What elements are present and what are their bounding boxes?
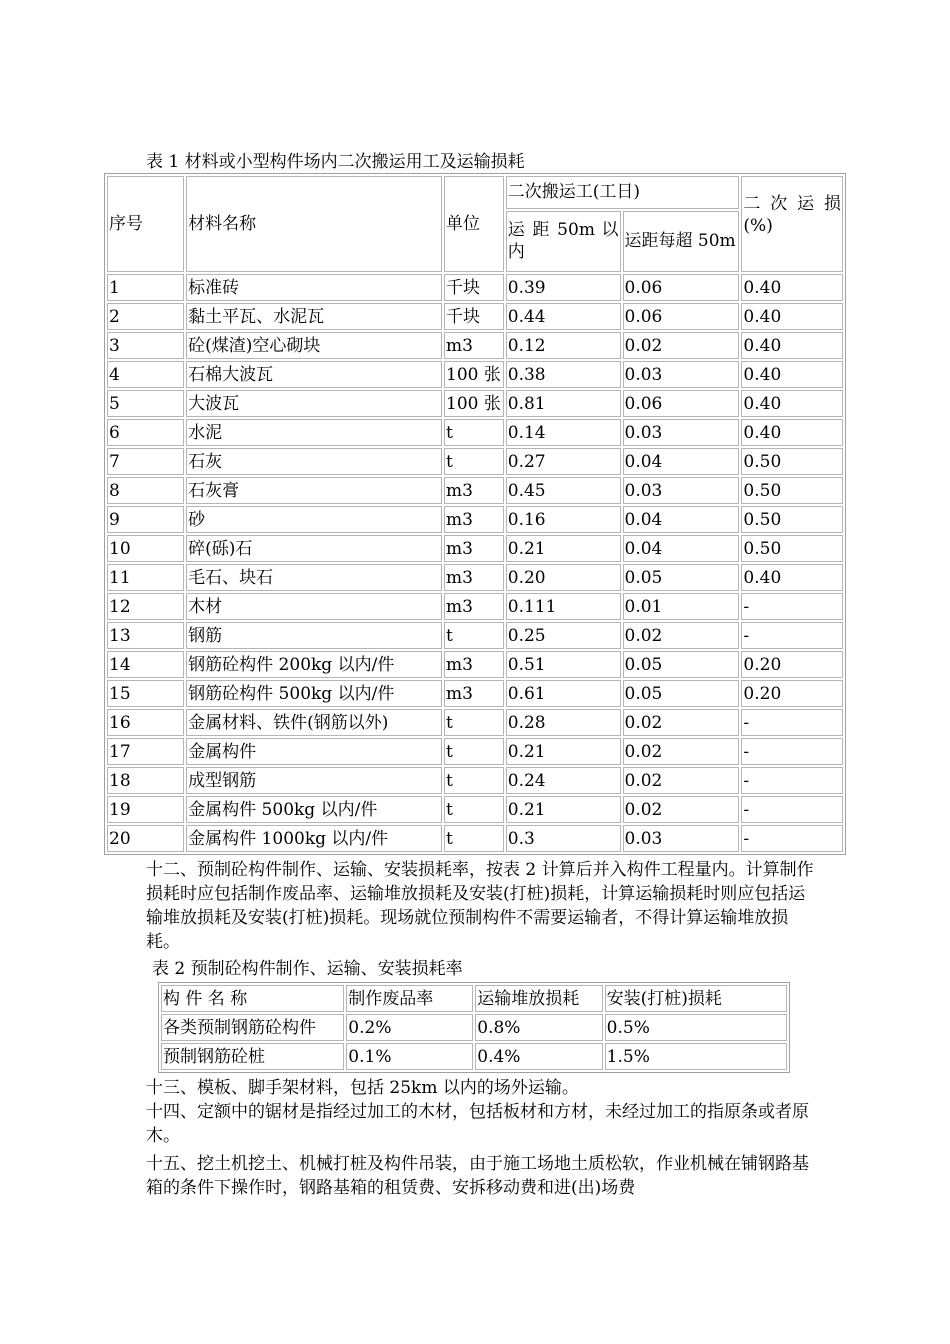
cell-within-50m: 0.24 xyxy=(506,767,621,794)
cell-component-name: 预制钢筋砼桩 xyxy=(161,1043,344,1070)
cell-seq: 16 xyxy=(107,709,184,736)
cell-material-name: 碎(砾)石 xyxy=(186,535,442,562)
table-row xyxy=(107,709,843,736)
cell-per-extra-50m: 0.02 xyxy=(623,767,740,794)
cell-unit: 100 张 xyxy=(444,361,504,388)
cell-secondary-loss: - xyxy=(741,709,843,736)
cell-secondary-loss: - xyxy=(741,622,843,649)
cell-within-50m: 0.12 xyxy=(506,332,621,359)
header-per-extra-50m: 运距每超 50m xyxy=(623,211,740,272)
cell-seq: 20 xyxy=(107,825,184,852)
cell-material-name: 木材 xyxy=(186,593,442,620)
cell-within-50m: 0.16 xyxy=(506,506,621,533)
cell-seq: 2 xyxy=(107,303,184,330)
cell-seq: 11 xyxy=(107,564,184,591)
table-row xyxy=(107,767,843,794)
cell-per-extra-50m: 0.04 xyxy=(623,448,740,475)
cell-unit: m3 xyxy=(444,593,504,620)
cell-seq: 13 xyxy=(107,622,184,649)
cell-within-50m: 0.27 xyxy=(506,448,621,475)
cell-seq: 10 xyxy=(107,535,184,562)
cell-material-name: 毛石、块石 xyxy=(186,564,442,591)
cell-install-loss: 0.5% xyxy=(605,1014,787,1041)
cell-unit: m3 xyxy=(444,680,504,707)
cell-secondary-loss: 0.40 xyxy=(741,303,843,330)
cell-seq: 7 xyxy=(107,448,184,475)
cell-per-extra-50m: 0.04 xyxy=(623,535,740,562)
header-component-name: 构 件 名 称 xyxy=(161,985,344,1012)
cell-seq: 8 xyxy=(107,477,184,504)
cell-seq: 3 xyxy=(107,332,184,359)
table-row xyxy=(107,419,843,446)
cell-secondary-loss: - xyxy=(741,593,843,620)
cell-per-extra-50m: 0.05 xyxy=(623,564,740,591)
cell-unit: m3 xyxy=(444,477,504,504)
cell-per-extra-50m: 0.06 xyxy=(623,274,740,301)
table-row xyxy=(107,796,843,823)
table-row xyxy=(161,1014,787,1041)
header-within-50m xyxy=(506,211,621,272)
cell-unit: 千块 xyxy=(444,303,504,330)
cell-within-50m: 0.61 xyxy=(506,680,621,707)
table-row xyxy=(107,361,843,388)
cell-within-50m: 0.14 xyxy=(506,419,621,446)
header-labor-group: 二次搬运工(工日) xyxy=(506,176,740,209)
header-scrap-rate: 制作废品率 xyxy=(346,985,473,1012)
cell-per-extra-50m: 0.06 xyxy=(623,303,740,330)
header-install-loss: 安装(打桩)损耗 xyxy=(605,985,787,1012)
table1-material-handling xyxy=(104,173,846,855)
table-row xyxy=(107,332,843,359)
cell-seq: 12 xyxy=(107,593,184,620)
cell-material-name: 标准砖 xyxy=(186,274,442,301)
cell-component-name: 各类预制钢筋砼构件 xyxy=(161,1014,344,1041)
cell-within-50m: 0.21 xyxy=(506,738,621,765)
cell-seq: 1 xyxy=(107,274,184,301)
cell-per-extra-50m: 0.02 xyxy=(623,796,740,823)
cell-per-extra-50m: 0.03 xyxy=(623,419,740,446)
cell-material-name: 石棉大波瓦 xyxy=(186,361,442,388)
header-transport-loss: 运输堆放损耗 xyxy=(475,985,602,1012)
cell-material-name: 水泥 xyxy=(186,419,442,446)
paragraph-14: 十四、定额中的锯材是指经过加工的木材，包括板材和方材，未经过加工的指原条或者原木。 xyxy=(146,1102,809,1146)
table1-header-row-1 xyxy=(107,176,843,209)
cell-unit: t xyxy=(444,419,504,446)
table-row xyxy=(107,564,843,591)
cell-transport-loss: 0.8% xyxy=(475,1014,602,1041)
cell-material-name: 金属构件 xyxy=(186,738,442,765)
cell-within-50m: 0.81 xyxy=(506,390,621,417)
cell-material-name: 石灰膏 xyxy=(186,477,442,504)
cell-secondary-loss: 0.40 xyxy=(741,361,843,388)
cell-within-50m: 0.111 xyxy=(506,593,621,620)
cell-per-extra-50m: 0.04 xyxy=(623,506,740,533)
header-unit: 单位 xyxy=(444,176,504,272)
cell-secondary-loss: 0.20 xyxy=(741,680,843,707)
table-row xyxy=(107,448,843,475)
cell-secondary-loss: 0.20 xyxy=(741,651,843,678)
cell-material-name: 砂 xyxy=(186,506,442,533)
cell-unit: t xyxy=(444,796,504,823)
cell-unit: m3 xyxy=(444,332,504,359)
header-secondary-loss xyxy=(741,176,843,272)
header-secondary-loss-line1: 二 次 运 损 xyxy=(743,194,841,214)
table2-precast-loss-rates xyxy=(158,982,790,1073)
cell-per-extra-50m: 0.02 xyxy=(623,709,740,736)
cell-within-50m: 0.38 xyxy=(506,361,621,388)
cell-per-extra-50m: 0.06 xyxy=(623,390,740,417)
cell-within-50m: 0.21 xyxy=(506,796,621,823)
header-secondary-loss-line2: (%) xyxy=(743,216,773,236)
cell-secondary-loss: - xyxy=(741,825,843,852)
table-row xyxy=(107,825,843,852)
cell-seq: 18 xyxy=(107,767,184,794)
header-material-name: 材料名称 xyxy=(186,176,442,272)
cell-seq: 4 xyxy=(107,361,184,388)
cell-secondary-loss: 0.40 xyxy=(741,332,843,359)
cell-seq: 14 xyxy=(107,651,184,678)
cell-material-name: 砼(煤渣)空心砌块 xyxy=(186,332,442,359)
table2-caption: 表 2 预制砼构件制作、运输、安装损耗率 xyxy=(152,959,463,979)
cell-per-extra-50m: 0.02 xyxy=(623,332,740,359)
cell-within-50m: 0.51 xyxy=(506,651,621,678)
cell-material-name: 钢筋砼构件 200kg 以内/件 xyxy=(186,651,442,678)
cell-within-50m: 0.28 xyxy=(506,709,621,736)
cell-unit: t xyxy=(444,448,504,475)
cell-per-extra-50m: 0.05 xyxy=(623,680,740,707)
cell-material-name: 大波瓦 xyxy=(186,390,442,417)
table2-header-row xyxy=(161,985,787,1012)
table-row xyxy=(107,593,843,620)
cell-per-extra-50m: 0.03 xyxy=(623,361,740,388)
table1-caption: 表 1 材料或小型构件场内二次搬运用工及运输损耗 xyxy=(146,152,525,172)
cell-within-50m: 0.20 xyxy=(506,564,621,591)
cell-transport-loss: 0.4% xyxy=(475,1043,602,1070)
cell-within-50m: 0.45 xyxy=(506,477,621,504)
cell-material-name: 钢筋砼构件 500kg 以内/件 xyxy=(186,680,442,707)
cell-secondary-loss: 0.50 xyxy=(741,448,843,475)
cell-seq: 19 xyxy=(107,796,184,823)
cell-seq: 17 xyxy=(107,738,184,765)
cell-within-50m: 0.25 xyxy=(506,622,621,649)
cell-within-50m: 0.44 xyxy=(506,303,621,330)
cell-material-name: 钢筋 xyxy=(186,622,442,649)
cell-per-extra-50m: 0.02 xyxy=(623,738,740,765)
cell-within-50m: 0.39 xyxy=(506,274,621,301)
table-row xyxy=(107,274,843,301)
cell-scrap-rate: 0.1% xyxy=(346,1043,473,1070)
cell-secondary-loss: 0.40 xyxy=(741,390,843,417)
cell-secondary-loss: 0.50 xyxy=(741,477,843,504)
cell-unit: t xyxy=(444,767,504,794)
cell-unit: t xyxy=(444,709,504,736)
cell-scrap-rate: 0.2% xyxy=(346,1014,473,1041)
cell-unit: 千块 xyxy=(444,274,504,301)
cell-material-name: 金属构件 1000kg 以内/件 xyxy=(186,825,442,852)
table-row xyxy=(107,303,843,330)
header-seq: 序号 xyxy=(107,176,184,272)
paragraph-13: 十三、模板、脚手架材料，包括 25km 以内的场外运输。 xyxy=(146,1078,579,1098)
cell-unit: t xyxy=(444,825,504,852)
cell-material-name: 石灰 xyxy=(186,448,442,475)
cell-material-name: 金属构件 500kg 以内/件 xyxy=(186,796,442,823)
cell-seq: 5 xyxy=(107,390,184,417)
table-row xyxy=(107,622,843,649)
table-row xyxy=(107,535,843,562)
cell-per-extra-50m: 0.05 xyxy=(623,651,740,678)
table-row xyxy=(107,390,843,417)
cell-unit: t xyxy=(444,738,504,765)
table-row xyxy=(107,738,843,765)
cell-per-extra-50m: 0.01 xyxy=(623,593,740,620)
cell-unit: t xyxy=(444,622,504,649)
cell-unit: 100 张 xyxy=(444,390,504,417)
cell-material-name: 成型钢筋 xyxy=(186,767,442,794)
cell-secondary-loss: 0.40 xyxy=(741,274,843,301)
cell-unit: m3 xyxy=(444,651,504,678)
cell-secondary-loss: - xyxy=(741,796,843,823)
table-row xyxy=(107,506,843,533)
paragraph-15: 十五、挖土机挖土、机械打桩及构件吊装，由于施工场地土质松软，作业机械在铺钢路基箱的条件下操作时，钢路基箱的租赁费、安拆移动费和进(出)场费 xyxy=(146,1154,809,1198)
table-row xyxy=(107,680,843,707)
cell-secondary-loss: - xyxy=(741,738,843,765)
table-row xyxy=(107,651,843,678)
cell-secondary-loss: - xyxy=(741,767,843,794)
cell-unit: m3 xyxy=(444,506,504,533)
cell-seq: 15 xyxy=(107,680,184,707)
cell-unit: m3 xyxy=(444,564,504,591)
cell-per-extra-50m: 0.03 xyxy=(623,825,740,852)
table-row xyxy=(107,477,843,504)
cell-material-name: 金属材料、铁件(钢筋以外) xyxy=(186,709,442,736)
paragraph-12: 十二、预制砼构件制作、运输、安装损耗率，按表 2 计算后并入构件工程量内。计算制作损耗时应包括制作废品率、运输堆放损耗及安装(打桩)损耗，计算运输损耗时则应包括运输堆放损耗及安装(打桩)损耗。现场就位预制构件不需要运输者，不得计算运输堆放损耗。 xyxy=(146,860,814,952)
cell-per-extra-50m: 0.02 xyxy=(623,622,740,649)
cell-install-loss: 1.5% xyxy=(605,1043,787,1070)
cell-secondary-loss: 0.40 xyxy=(741,419,843,446)
cell-secondary-loss: 0.40 xyxy=(741,564,843,591)
cell-within-50m: 0.21 xyxy=(506,535,621,562)
cell-secondary-loss: 0.50 xyxy=(741,535,843,562)
cell-unit: m3 xyxy=(444,535,504,562)
cell-material-name: 黏土平瓦、水泥瓦 xyxy=(186,303,442,330)
cell-per-extra-50m: 0.03 xyxy=(623,477,740,504)
cell-seq: 9 xyxy=(107,506,184,533)
table-row xyxy=(161,1043,787,1070)
header-within-50m-text: 运 距 50m 以内 xyxy=(507,220,619,263)
cell-seq: 6 xyxy=(107,419,184,446)
cell-within-50m: 0.3 xyxy=(506,825,621,852)
cell-secondary-loss: 0.50 xyxy=(741,506,843,533)
